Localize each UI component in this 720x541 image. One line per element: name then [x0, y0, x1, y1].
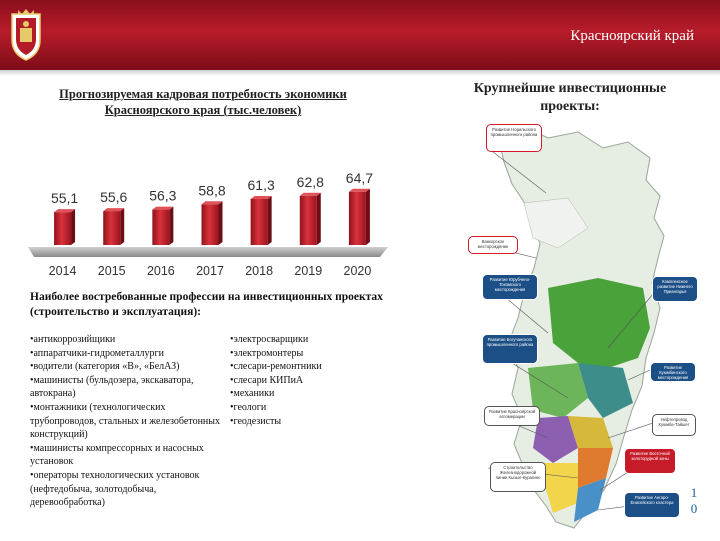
x-tick-label: 2017 — [196, 264, 224, 278]
chart-bar-2018 — [251, 199, 268, 245]
profession-item: •механики — [230, 388, 275, 400]
callout-kuyumba: Развитие Куюмбинского месторождения — [650, 362, 696, 382]
callout-nizhnee-priangarye: Комплексное развитие Нижнего Приангарья — [652, 276, 698, 302]
coat-of-arms-icon — [8, 6, 44, 62]
professions-title-line1: Наиболее востребованные профессии на инвестиционных проектах — [30, 291, 383, 303]
bar-value-label: 56,3 — [149, 187, 177, 204]
x-tick-label: 2020 — [343, 264, 372, 278]
professions-list-right — [230, 333, 390, 428]
bar-side — [169, 207, 173, 245]
bar-value-label: 55,1 — [50, 190, 79, 207]
x-tick-label: 2018 — [245, 264, 274, 278]
profession-item: •операторы технологических установок (нефтедобыча, золотодобыча, деревообработка) — [30, 469, 200, 509]
chart-bar-2019 — [300, 196, 317, 245]
profession-item: •электросварщики — [230, 334, 309, 345]
x-tick-label: 2014 — [48, 264, 77, 278]
chart-bar-2020 — [349, 192, 366, 245]
professions-list-left — [30, 333, 230, 510]
bar-side — [366, 189, 370, 245]
profession-item: •аппаратчики-гидрометаллурги — [30, 347, 164, 359]
callout-yurubcheno: Развитие Юрубчено-Тохомского месторождения — [482, 274, 538, 300]
callout-vankor: Ванкорское месторождение — [468, 236, 518, 254]
profession-item: •монтажники (технологических трубопроводов, стальных и железобетонных конструкций) — [30, 401, 220, 441]
profession-item: •слесари КИПиА — [230, 374, 304, 386]
callout-angara-yenisei-cluster: Развитие Ангаро-Енисейского кластера — [624, 492, 680, 518]
profession-item: •слесари-ремонтники — [230, 361, 322, 373]
bar-value-label: 62,8 — [296, 173, 324, 190]
profession-item: •электромонтеры — [230, 347, 304, 359]
callout-kyzyl-kuragino-railway: Строительство Железнодорожной линии Кызыл-Курагино — [490, 462, 546, 492]
profession-item: •машинисты компрессорных и насосных установок — [30, 442, 204, 468]
chart-floor — [28, 247, 388, 257]
chart-bar-2016 — [152, 210, 169, 245]
professions-title — [30, 290, 430, 320]
bar-value-label: 55,6 — [100, 189, 128, 206]
callout-boguchany: Развитие Богучанского промышленного района — [482, 334, 538, 364]
investment-projects-map — [428, 118, 698, 536]
page-number: 1 0 — [690, 485, 698, 516]
chart-bar-2015 — [103, 211, 120, 245]
x-tick-label: 2015 — [97, 264, 126, 278]
professions-title-line2: (строительство и эксплуатация): — [30, 306, 202, 318]
callout-kuyumba-taishet: Нефтепровод Куюмба-Тайшет — [652, 414, 696, 436]
chart-section-title — [28, 86, 378, 118]
callout-gold-zone: Развитие Восточной золоторудной зоны — [624, 448, 676, 474]
chart-title-line1: Прогнозируемая кадровая потребность экономики — [59, 87, 347, 101]
projects-title — [440, 80, 700, 116]
chart-title-line2: Красноярского края (тыс.человек) — [104, 103, 302, 117]
chart-bar-2014 — [54, 212, 71, 245]
chart-bar-2017 — [202, 204, 219, 245]
bar-side — [219, 201, 223, 245]
profession-item: •машинисты (бульдозера, экскаватора, автокрана) — [30, 374, 194, 400]
header-bar — [0, 0, 720, 70]
profession-item: •геологи — [230, 401, 267, 413]
callout-norilsk: Развитие Норильского промышленного района — [486, 124, 542, 152]
profession-item: •водители (категория «В», «БелАЗ) — [30, 361, 180, 373]
projects-title-line2: проекты: — [540, 99, 600, 114]
profession-item: •антикоррозийщики — [30, 334, 116, 345]
staffing-demand-bar-chart — [28, 150, 388, 282]
region-title: Красноярский край — [570, 28, 694, 44]
x-tick-label: 2016 — [146, 264, 175, 278]
bar-side — [317, 193, 321, 245]
header-divider — [0, 70, 720, 76]
x-tick-label: 2019 — [294, 264, 323, 278]
callout-krasnoyarsk-agglomeration: Развитие Красноярской агломерации — [484, 406, 540, 426]
bar-side — [268, 196, 272, 245]
bar-value-label: 58,8 — [198, 182, 226, 199]
bar-value-label: 61,3 — [247, 176, 275, 193]
profession-item: •геодезисты — [230, 415, 282, 427]
bar-side — [71, 209, 75, 245]
projects-title-line1: Крупнейшие инвестиционные — [473, 81, 667, 96]
bar-side — [120, 208, 124, 245]
bar-value-label: 64,7 — [345, 169, 374, 186]
